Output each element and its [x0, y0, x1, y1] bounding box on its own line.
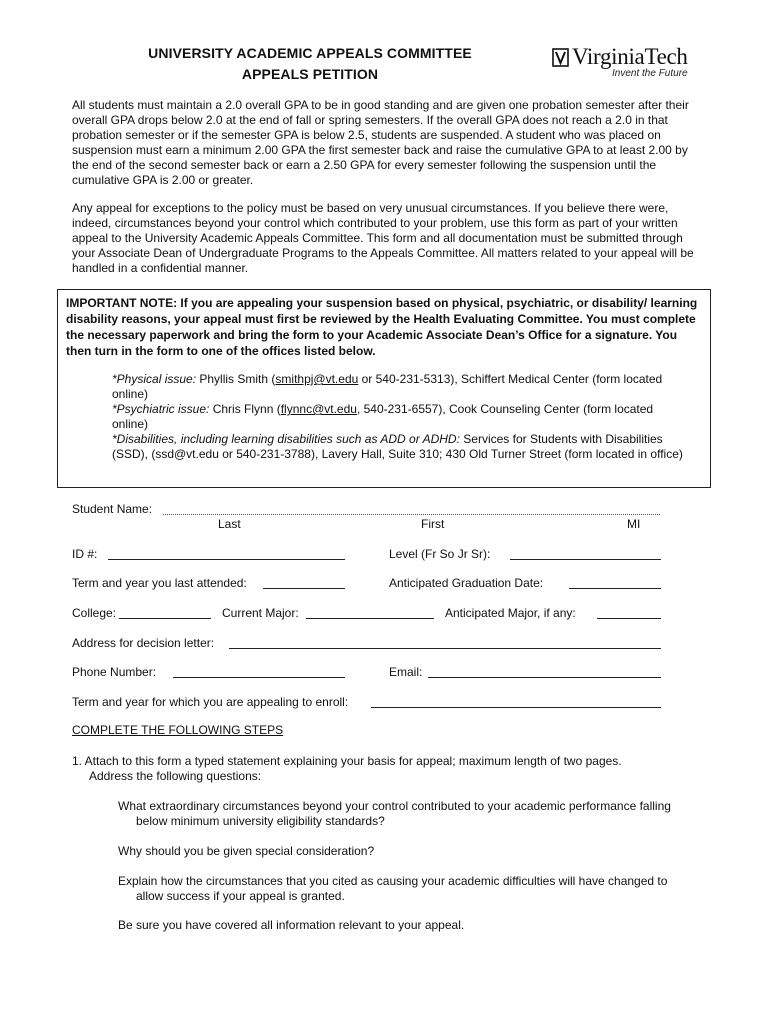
- phone-field[interactable]: [173, 677, 345, 678]
- question-1: [118, 799, 708, 829]
- question-1-text: What extraordinary circumstances beyond your control contributed to your academic performance falling: [118, 799, 671, 813]
- disabilities-item: [112, 432, 692, 462]
- current-major-field[interactable]: [306, 618, 434, 619]
- question-4: Be sure you have covered all information relevant to your appeal.: [118, 918, 465, 932]
- question-3: [118, 874, 708, 904]
- middle-initial-caption: MI: [627, 517, 641, 531]
- level-label: Level (Fr So Jr Sr):: [389, 547, 491, 561]
- student-name-label: Student Name:: [72, 502, 153, 516]
- term-last-attended-field[interactable]: [263, 588, 345, 589]
- level-field[interactable]: [510, 559, 661, 560]
- physical-issue-contact: Phyllis Smith (: [196, 372, 276, 386]
- vt-shield-icon: [552, 48, 569, 68]
- email-label: Email:: [389, 665, 423, 679]
- step-1-text: 1. Attach to this form a typed statement explaining your basis for appeal; maximum length of two pages.: [72, 754, 622, 768]
- college-label: College:: [72, 606, 117, 620]
- virginia-tech-logo: [552, 44, 702, 80]
- physical-issue-location: or 540-231-5313), Schiffert Medical Center (form located online): [112, 372, 663, 401]
- disabilities-contact: Services for Students with Disabilities (SSD), (ssd@vt.edu or 540-231-3788), Lavery Hall, Suite 310; 430 Old Turner Street (form located in office): [112, 432, 683, 461]
- physical-issue-item: [112, 372, 692, 402]
- address-field[interactable]: [229, 648, 661, 649]
- note-contact-list: [112, 372, 692, 462]
- anticipated-major-field[interactable]: [597, 618, 661, 619]
- logo-tagline: Invent the Future: [612, 68, 688, 79]
- anticipated-major-label: Anticipated Major, if any:: [445, 606, 576, 620]
- graduation-date-field[interactable]: [569, 588, 661, 589]
- email-field[interactable]: [428, 677, 661, 678]
- physical-issue-label: *Physical issue:: [112, 372, 197, 386]
- logo-wordmark: VirginiaTech: [572, 44, 688, 69]
- psychiatric-issue-location: , 540-231-6557), Cook Counseling Center (form located online): [112, 402, 654, 431]
- term-enroll-field[interactable]: [371, 707, 661, 708]
- student-name-field[interactable]: [163, 514, 660, 515]
- question-3-continuation: allow success if your appeal is granted.: [136, 889, 345, 903]
- id-field[interactable]: [108, 559, 345, 560]
- step-1-continuation: Address the following questions:: [89, 769, 262, 783]
- question-1-continuation: below minimum university eligibility standards?: [136, 814, 385, 828]
- id-label: ID #:: [72, 547, 98, 561]
- current-major-label: Current Major:: [222, 606, 299, 620]
- last-name-caption: Last: [218, 517, 241, 531]
- psychiatric-issue-label: *Psychiatric issue:: [112, 402, 210, 416]
- important-note-box: [57, 289, 711, 488]
- appeal-paragraph: Any appeal for exceptions to the policy must be based on very unusual circumstances. If you believe there were, indeed, circumstances beyond your control which contributed to your problem, use this form as part of your written appeal to the University Academic Appeals Committee. This form and all documentation must be submitted through your Associate Dean of Undergraduate Programs to the Appeals Committee. All matters related to your appeal will be handled in a confidential manner.: [72, 201, 694, 275]
- address-label: Address for decision letter:: [72, 636, 215, 650]
- form-title: UNIVERSITY ACADEMIC APPEALS COMMITTEE: [148, 45, 472, 61]
- graduation-date-label: Anticipated Graduation Date:: [389, 576, 544, 590]
- question-3-text: Explain how the circumstances that you cited as causing your academic difficulties will have changed to: [118, 874, 668, 888]
- term-enroll-label: Term and year for which you are appealing to enroll:: [72, 695, 349, 709]
- important-note-heading: IMPORTANT NOTE: If you are appealing your suspension based on physical, psychiatric, or disability/ learning disability reasons, your appeal must first be reviewed by the Health Evaluating Committee. You must complete the necessary paperwork and bring the form to your Academic Associate Dean’s Office for a signature. You then turn in the form to one of the offices listed below.: [66, 296, 698, 358]
- first-name-caption: First: [421, 517, 445, 531]
- step-1: [72, 754, 692, 784]
- term-last-attended-label: Term and year you last attended:: [72, 576, 247, 590]
- policy-paragraph: All students must maintain a 2.0 overall GPA to be in good standing and are given one probation semester after their overall GPA drops below 2.0 at the end of fall or spring semesters. If the overall GPA does not reach a 2.0 in that probation semester or if the semester GPA is below 2.5, students are suspended. A student who was placed on suspension must earn a minimum 2.00 GPA the first semester back and raise the cumulative GPA to at least 2.00 by the end of the second semester back or earn a 2.50 GPA for every semester following the suspension until the cumulative GPA is 2.00 or greater.: [72, 98, 689, 187]
- phone-label: Phone Number:: [72, 665, 157, 679]
- disabilities-label: *Disabilities, including learning disabilities such as ADD or ADHD:: [112, 432, 460, 446]
- question-2: Why should you be given special consideration?: [118, 844, 375, 858]
- steps-heading: COMPLETE THE FOLLOWING STEPS: [72, 723, 284, 737]
- college-field[interactable]: [119, 618, 211, 619]
- form-subtitle: APPEALS PETITION: [241, 66, 379, 82]
- psychiatric-issue-email-link[interactable]: flynnc@vt.edu: [280, 402, 357, 416]
- psychiatric-issue-contact: Chris Flynn (: [209, 402, 281, 416]
- psychiatric-issue-item: [112, 402, 692, 432]
- physical-issue-email-link[interactable]: smithpj@vt.edu: [275, 372, 359, 386]
